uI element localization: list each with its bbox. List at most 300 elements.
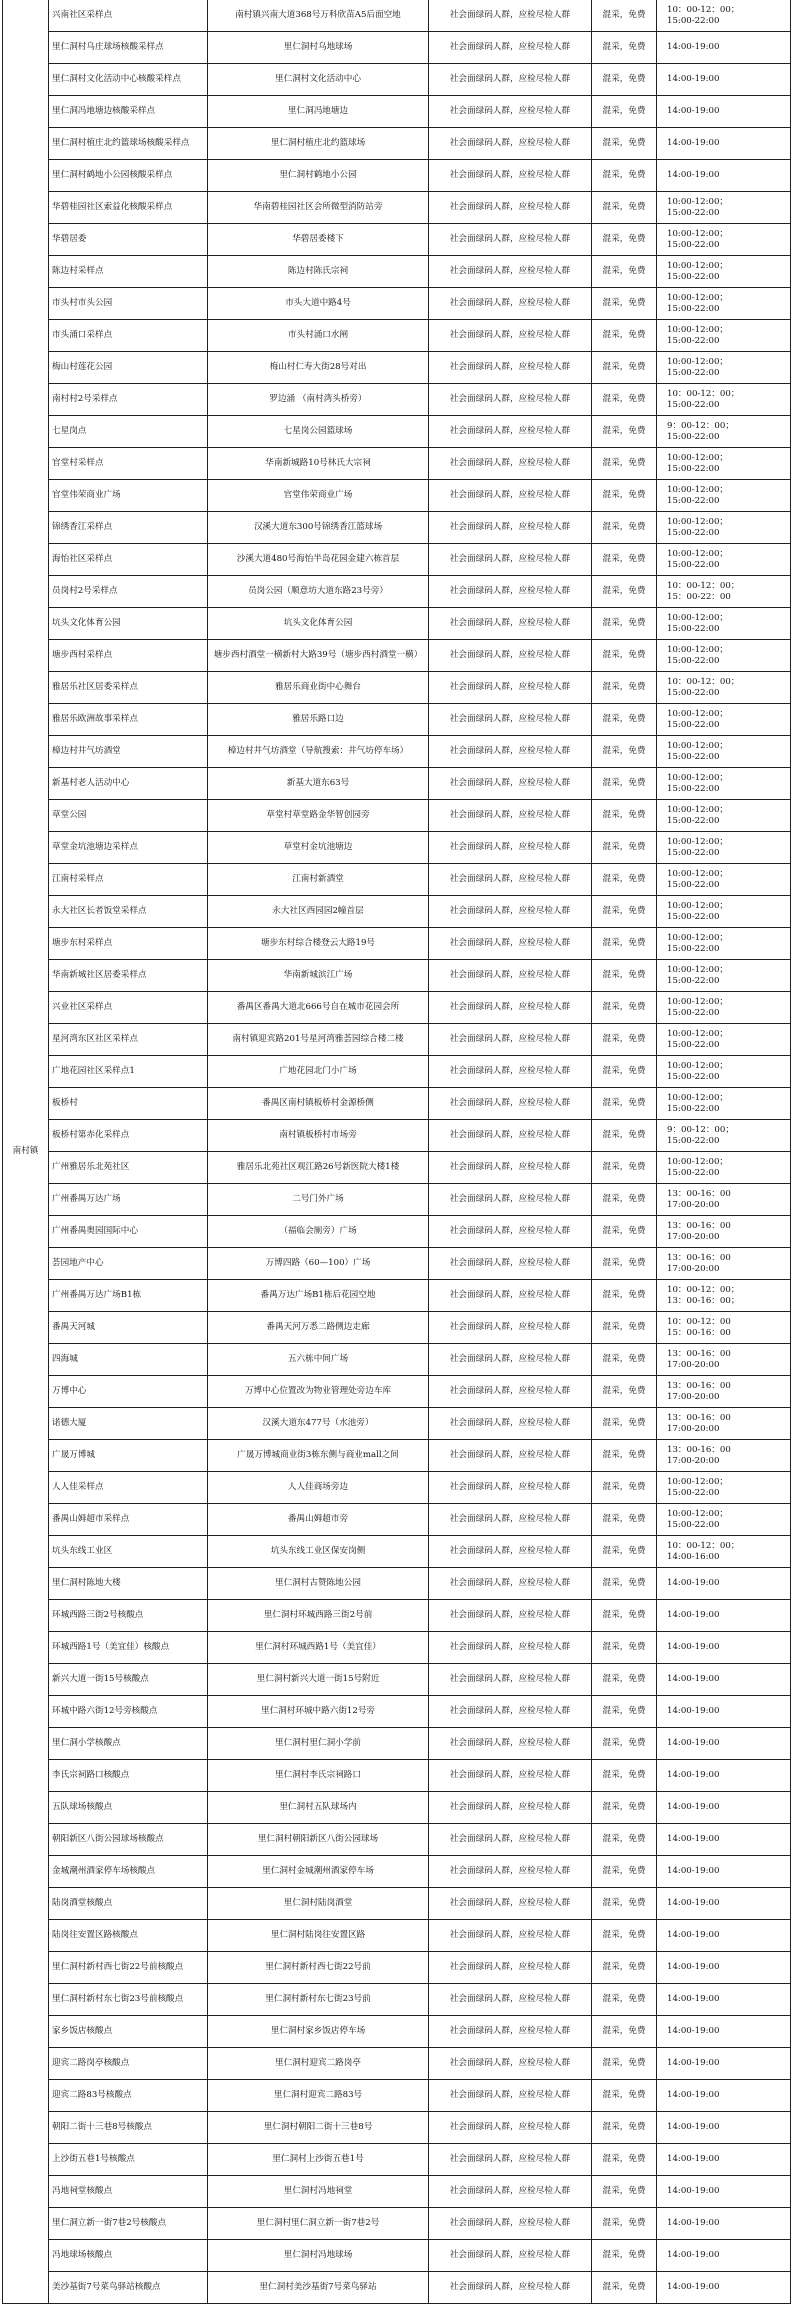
address-cell: 里仁洞村家乡饭店停车场 [208, 2016, 429, 2048]
target-group-cell: 社会面绿码人群，应检尽检人群 [429, 1888, 592, 1920]
target-group-cell: 社会面绿码人群，应检尽检人群 [429, 1440, 592, 1472]
opening-hours-cell: 10:00-12:00； 15:00-22:00 [657, 512, 791, 544]
sampling-mode-cell: 混采，免费 [592, 2240, 657, 2272]
target-group-cell: 社会面绿码人群，应检尽检人群 [429, 1568, 592, 1600]
opening-hours-cell: 10:00-12:00； 15:00-22:00 [657, 352, 791, 384]
opening-hours-cell: 10:00-12:00； 15:00-22:00 [657, 704, 791, 736]
site-name-cell: 里仁洞村新村西七街22号前核酸点 [49, 1952, 208, 1984]
address-cell: 里仁洞村冯地祠堂 [208, 2176, 429, 2208]
site-name-cell: 草堂公园 [49, 800, 208, 832]
opening-hours-cell: 14:00-19:00 [657, 128, 791, 160]
target-group-cell: 社会面绿码人群，应检尽检人群 [429, 1408, 592, 1440]
target-group-cell: 社会面绿码人群，应检尽检人群 [429, 544, 592, 576]
sampling-mode-cell: 混采，免费 [592, 1632, 657, 1664]
table-row [3, 576, 791, 608]
table-row [3, 1632, 791, 1664]
site-name-cell: 里仁洞村植庄北约篮球场核酸采样点 [49, 128, 208, 160]
sampling-mode-cell: 混采，免费 [592, 1856, 657, 1888]
address-cell: 里仁洞村文化活动中心 [208, 64, 429, 96]
site-name-cell: 广州番禺万达广场B1栋 [49, 1280, 208, 1312]
table-body [3, 0, 791, 2304]
sampling-mode-cell: 混采，免费 [592, 320, 657, 352]
sampling-mode-cell: 混采，免费 [592, 1664, 657, 1696]
sampling-mode-cell: 混采，免费 [592, 928, 657, 960]
site-name-cell: 里仁洞村鹤地小公园核酸采样点 [49, 160, 208, 192]
site-name-cell: 梅山村莲花公园 [49, 352, 208, 384]
target-group-cell: 社会面绿码人群，应检尽检人群 [429, 1760, 592, 1792]
address-cell: 万博中心位置改为物业管理处旁边车库 [208, 1376, 429, 1408]
site-name-cell: 板桥村第赤化采样点 [49, 1120, 208, 1152]
sampling-mode-cell: 混采，免费 [592, 288, 657, 320]
opening-hours-cell: 10:00-12:00； 15:00-22:00 [657, 928, 791, 960]
sampling-mode-cell: 混采，免费 [592, 1056, 657, 1088]
target-group-cell: 社会面绿码人群，应检尽检人群 [429, 1216, 592, 1248]
sampling-mode-cell: 混采，免费 [592, 1472, 657, 1504]
site-name-cell: 广晟万博城 [49, 1440, 208, 1472]
sampling-mode-cell: 混采，免费 [592, 96, 657, 128]
sampling-mode-cell: 混采，免费 [592, 1952, 657, 1984]
address-cell: 南村镇兴南大道368号万科欣苗A5后面空地 [208, 0, 429, 32]
opening-hours-cell: 10：00-12：00； 15：00-22：00 [657, 576, 791, 608]
site-name-cell: 雅居乐欧洲故事采样点 [49, 704, 208, 736]
target-group-cell: 社会面绿码人群，应检尽检人群 [429, 480, 592, 512]
table-row [3, 1120, 791, 1152]
site-name-cell: 万博中心 [49, 1376, 208, 1408]
opening-hours-cell: 10:00-12:00； 15:00-22:00 [657, 1056, 791, 1088]
target-group-cell: 社会面绿码人群，应检尽检人群 [429, 288, 592, 320]
opening-hours-cell: 10:00-12:00； 15:00-22:00 [657, 1024, 791, 1056]
table-row [3, 320, 791, 352]
site-name-cell: 新基村老人活动中心 [49, 768, 208, 800]
address-cell: 人人佳商场旁边 [208, 1472, 429, 1504]
address-cell: 里仁洞村鹤地小公园 [208, 160, 429, 192]
sampling-mode-cell: 混采，免费 [592, 2144, 657, 2176]
table-row [3, 1952, 791, 1984]
opening-hours-cell: 10：00-12：00； 15:00-22:00 [657, 0, 791, 32]
site-name-cell: 里仁洞村乌庄球场核酸采样点 [49, 32, 208, 64]
site-name-cell: 广州番禺万达广场 [49, 1184, 208, 1216]
target-group-cell: 社会面绿码人群，应检尽检人群 [429, 1600, 592, 1632]
address-cell: 草堂村金坑池塘边 [208, 832, 429, 864]
address-cell: 里仁洞村迎宾二路岗亭 [208, 2048, 429, 2080]
table-row [3, 1824, 791, 1856]
site-name-cell: 兴南社区采样点 [49, 0, 208, 32]
opening-hours-cell: 10:00-12:00； 15:00-22:00 [657, 256, 791, 288]
table-row [3, 1312, 791, 1344]
sampling-mode-cell: 混采，免费 [592, 192, 657, 224]
table-row [3, 1376, 791, 1408]
sampling-mode-cell: 混采，免费 [592, 1888, 657, 1920]
site-name-cell: 里仁洞冯地塘边核酸采样点 [49, 96, 208, 128]
table-row [3, 1568, 791, 1600]
target-group-cell: 社会面绿码人群，应检尽检人群 [429, 320, 592, 352]
site-name-cell: 草堂金坑池塘边采样点 [49, 832, 208, 864]
site-name-cell: 新兴大道一街15号核酸点 [49, 1664, 208, 1696]
table-row [3, 224, 791, 256]
target-group-cell: 社会面绿码人群，应检尽检人群 [429, 1280, 592, 1312]
sampling-mode-cell: 混采，免费 [592, 2208, 657, 2240]
target-group-cell: 社会面绿码人群，应检尽检人群 [429, 1984, 592, 2016]
target-group-cell: 社会面绿码人群，应检尽检人群 [429, 64, 592, 96]
opening-hours-cell: 10:00-12:00； 15:00-22:00 [657, 480, 791, 512]
table-row [3, 1344, 791, 1376]
site-name-cell: 李氏宗祠路口核酸点 [49, 1760, 208, 1792]
site-name-cell: 金城潮州酒家停车场核酸点 [49, 1856, 208, 1888]
table-row [3, 448, 791, 480]
opening-hours-cell: 14:00-19:00 [657, 1568, 791, 1600]
sampling-mode-cell: 混采，免费 [592, 1184, 657, 1216]
address-cell: 市头村涌口水闸 [208, 320, 429, 352]
sampling-mode-cell: 混采，免费 [592, 992, 657, 1024]
address-cell: 里仁洞村冯地球场 [208, 2240, 429, 2272]
target-group-cell: 社会面绿码人群，应检尽检人群 [429, 2272, 592, 2304]
sampling-mode-cell: 混采，免费 [592, 1216, 657, 1248]
table-row [3, 1760, 791, 1792]
target-group-cell: 社会面绿码人群，应检尽检人群 [429, 384, 592, 416]
sampling-mode-cell: 混采，免费 [592, 704, 657, 736]
sampling-mode-cell: 混采，免费 [592, 960, 657, 992]
site-name-cell: 陆岗酒堂核酸点 [49, 1888, 208, 1920]
opening-hours-cell: 9：00-12：00； 15:00-22:00 [657, 1120, 791, 1152]
sampling-mode-cell: 混采，免费 [592, 352, 657, 384]
sampling-mode-cell: 混采，免费 [592, 64, 657, 96]
sampling-mode-cell: 混采，免费 [592, 1152, 657, 1184]
target-group-cell: 社会面绿码人群，应检尽检人群 [429, 2240, 592, 2272]
table-row [3, 672, 791, 704]
sampling-mode-cell: 混采，免费 [592, 224, 657, 256]
sampling-mode-cell: 混采，免费 [592, 608, 657, 640]
address-cell: 里仁洞村新村东七街23号前 [208, 1984, 429, 2016]
sampling-mode-cell: 混采，免费 [592, 2112, 657, 2144]
sampling-mode-cell: 混采，免费 [592, 256, 657, 288]
table-row [3, 768, 791, 800]
opening-hours-cell: 14:00-19:00 [657, 2176, 791, 2208]
target-group-cell: 社会面绿码人群，应检尽检人群 [429, 1024, 592, 1056]
opening-hours-cell: 14:00-19:00 [657, 2272, 791, 2304]
target-group-cell: 社会面绿码人群，应检尽检人群 [429, 672, 592, 704]
target-group-cell: 社会面绿码人群，应检尽检人群 [429, 1344, 592, 1376]
target-group-cell: 社会面绿码人群，应检尽检人群 [429, 128, 592, 160]
target-group-cell: 社会面绿码人群，应检尽检人群 [429, 704, 592, 736]
opening-hours-cell: 10:00-12:00； 15:00-22:00 [657, 288, 791, 320]
opening-hours-cell: 10:00-12:00； 15:00-22:00 [657, 960, 791, 992]
site-name-cell: 朝阳新区八街公园球场核酸点 [49, 1824, 208, 1856]
opening-hours-cell: 10:00-12:00； 15:00-22:00 [657, 992, 791, 1024]
target-group-cell: 社会面绿码人群，应检尽检人群 [429, 2016, 592, 2048]
opening-hours-cell: 10：00-12：00； 13：00-16：00； [657, 1280, 791, 1312]
table-row [3, 1696, 791, 1728]
site-name-cell: 兴业社区采样点 [49, 992, 208, 1024]
site-name-cell: 里仁洞村新村东七街23号前核酸点 [49, 1984, 208, 2016]
site-name-cell: 朝阳二街十三巷8号核酸点 [49, 2112, 208, 2144]
address-cell: 七星岗公园篮球场 [208, 416, 429, 448]
opening-hours-cell: 10:00-12:00； 15:00-22:00 [657, 864, 791, 896]
table-row [3, 480, 791, 512]
address-cell: 二号门外广场 [208, 1184, 429, 1216]
sampling-mode-cell: 混采，免费 [592, 1568, 657, 1600]
address-cell: 华南新城滨江广场 [208, 960, 429, 992]
table-row [3, 1216, 791, 1248]
address-cell: 里仁洞村乌地球场 [208, 32, 429, 64]
sampling-mode-cell: 混采，免费 [592, 640, 657, 672]
site-name-cell: 环城西路1号（美宜佳）核酸点 [49, 1632, 208, 1664]
table-row [3, 992, 791, 1024]
sampling-mode-cell: 混采，免费 [592, 416, 657, 448]
table-row [3, 832, 791, 864]
opening-hours-cell: 14:00-19:00 [657, 2016, 791, 2048]
opening-hours-cell: 10:00-12:00； 15:00-22:00 [657, 320, 791, 352]
sampling-mode-cell: 混采，免费 [592, 1408, 657, 1440]
address-cell: 里仁洞村环城中路六街12号旁 [208, 1696, 429, 1728]
address-cell: 罗边涌 （南村湾头桥旁） [208, 384, 429, 416]
target-group-cell: 社会面绿码人群，应检尽检人群 [429, 896, 592, 928]
site-name-cell: 番禺天河城 [49, 1312, 208, 1344]
target-group-cell: 社会面绿码人群，应检尽检人群 [429, 1312, 592, 1344]
site-name-cell: 官堂村采样点 [49, 448, 208, 480]
table-row [3, 1024, 791, 1056]
sampling-mode-cell: 混采，免费 [592, 1792, 657, 1824]
opening-hours-cell: 14:00-19:00 [657, 2112, 791, 2144]
site-name-cell: 五队球场核酸点 [49, 1792, 208, 1824]
opening-hours-cell: 14:00-19:00 [657, 2048, 791, 2080]
address-cell: 华碧居委楼下 [208, 224, 429, 256]
opening-hours-cell: 14:00-19:00 [657, 1632, 791, 1664]
opening-hours-cell: 14:00-19:00 [657, 1792, 791, 1824]
opening-hours-cell: 10:00-12:00； 15:00-22:00 [657, 896, 791, 928]
opening-hours-cell: 10:00-12:00； 15:00-22:00 [657, 1504, 791, 1536]
address-cell: 广地花园北门小广场 [208, 1056, 429, 1088]
site-name-cell: 雅居乐社区居委采样点 [49, 672, 208, 704]
target-group-cell: 社会面绿码人群，应检尽检人群 [429, 640, 592, 672]
table-row [3, 1856, 791, 1888]
site-name-cell: 荟园地产中心 [49, 1248, 208, 1280]
table-row [3, 2176, 791, 2208]
opening-hours-cell: 10：00-12：00； 15:00-22:00 [657, 672, 791, 704]
opening-hours-cell: 10:00-12:00； 15:00-22:00 [657, 544, 791, 576]
opening-hours-cell: 10:00-12:00； 15:00-22:00 [657, 192, 791, 224]
table-row [3, 1472, 791, 1504]
table-row [3, 1728, 791, 1760]
sampling-mode-cell: 混采，免费 [592, 1248, 657, 1280]
site-name-cell: 环城中路六街12号旁核酸点 [49, 1696, 208, 1728]
sampling-mode-cell: 混采，免费 [592, 0, 657, 32]
address-cell: 番禺区南村镇板桥村金源桥侧 [208, 1088, 429, 1120]
target-group-cell: 社会面绿码人群，应检尽检人群 [429, 2080, 592, 2112]
address-cell: 塘步东村综合楼登云大路19号 [208, 928, 429, 960]
target-group-cell: 社会面绿码人群，应检尽检人群 [429, 512, 592, 544]
opening-hours-cell: 10:00-12:00； 15:00-22:00 [657, 640, 791, 672]
table-row [3, 1248, 791, 1280]
site-name-cell: 星河湾东区社区采样点 [49, 1024, 208, 1056]
table-row [3, 928, 791, 960]
site-name-cell: 里仁洞小学核酸点 [49, 1728, 208, 1760]
opening-hours-cell: 10:00-12:00； 15:00-22:00 [657, 1088, 791, 1120]
address-cell: 里仁洞村金城潮州酒家停车场 [208, 1856, 429, 1888]
address-cell: 里仁洞村朝阳新区八街公园球场 [208, 1824, 429, 1856]
address-cell: 坑头文化体育公园 [208, 608, 429, 640]
address-cell: 雅居乐北苑社区观江路26号新医院大楼1楼 [208, 1152, 429, 1184]
address-cell: 雅居乐路口边 [208, 704, 429, 736]
target-group-cell: 社会面绿码人群，应检尽检人群 [429, 416, 592, 448]
table-row [3, 544, 791, 576]
address-cell: 塘步西村酒堂一横新村大路39号（塘步西村酒堂一横） [208, 640, 429, 672]
address-cell: 里仁洞村李氏宗祠路口 [208, 1760, 429, 1792]
site-name-cell: 广州雅居乐北苑社区 [49, 1152, 208, 1184]
table-row [3, 800, 791, 832]
opening-hours-cell: 13：00-16：00 17:00-20:00 [657, 1184, 791, 1216]
sampling-mode-cell: 混采，免费 [592, 512, 657, 544]
address-cell: 里仁洞村里仁洞小学前 [208, 1728, 429, 1760]
site-name-cell: 陈边村采样点 [49, 256, 208, 288]
site-name-cell: 板桥村 [49, 1088, 208, 1120]
site-name-cell: 番禺山姆超市采样点 [49, 1504, 208, 1536]
sampling-mode-cell: 混采，免费 [592, 896, 657, 928]
target-group-cell: 社会面绿码人群，应检尽检人群 [429, 992, 592, 1024]
opening-hours-cell: 14:00-19:00 [657, 1856, 791, 1888]
opening-hours-cell: 14:00-19:00 [657, 1920, 791, 1952]
target-group-cell: 社会面绿码人群，应检尽检人群 [429, 1824, 592, 1856]
table-row [3, 1984, 791, 2016]
sampling-mode-cell: 混采，免费 [592, 480, 657, 512]
target-group-cell: 社会面绿码人群，应检尽检人群 [429, 1248, 592, 1280]
table-row [3, 256, 791, 288]
opening-hours-cell: 14:00-19:00 [657, 1664, 791, 1696]
table-row [3, 2240, 791, 2272]
site-name-cell: 员岗村2号采样点 [49, 576, 208, 608]
address-cell: 里仁洞村环城西路1号（美宜佳） [208, 1632, 429, 1664]
table-row [3, 1792, 791, 1824]
address-cell: 陈边村陈氏宗祠 [208, 256, 429, 288]
table-row [3, 1088, 791, 1120]
site-name-cell: 永大社区长者饭堂采样点 [49, 896, 208, 928]
opening-hours-cell: 10：00-12：00； 14:00-16:00 [657, 1536, 791, 1568]
address-cell: 永大社区西园园2幢首层 [208, 896, 429, 928]
opening-hours-cell: 13：00-16：00 17:00-20:00 [657, 1216, 791, 1248]
opening-hours-cell: 14:00-19:00 [657, 1952, 791, 1984]
table-row [3, 0, 791, 32]
site-name-cell: 人人佳采样点 [49, 1472, 208, 1504]
site-name-cell: 官堂伟荣商业广场 [49, 480, 208, 512]
target-group-cell: 社会面绿码人群，应检尽检人群 [429, 160, 592, 192]
site-name-cell: 广州番禺奥园国际中心 [49, 1216, 208, 1248]
target-group-cell: 社会面绿码人群，应检尽检人群 [429, 2176, 592, 2208]
opening-hours-cell: 10:00-12:00； 15:00-22:00 [657, 1472, 791, 1504]
table-row [3, 352, 791, 384]
table-row [3, 2272, 791, 2304]
table-row [3, 1184, 791, 1216]
target-group-cell: 社会面绿码人群，应检尽检人群 [429, 1120, 592, 1152]
table-row [3, 32, 791, 64]
address-cell: 梅山村仁寿大街28号对出 [208, 352, 429, 384]
target-group-cell: 社会面绿码人群，应检尽检人群 [429, 2048, 592, 2080]
target-group-cell: 社会面绿码人群，应检尽检人群 [429, 1664, 592, 1696]
address-cell: 里仁洞村五队球场内 [208, 1792, 429, 1824]
table-row [3, 1408, 791, 1440]
site-name-cell: 南村村2号采样点 [49, 384, 208, 416]
opening-hours-cell: 10:00-12:00； 15:00-22:00 [657, 224, 791, 256]
town-cell: 南村镇 [3, 0, 49, 2304]
address-cell: 里仁洞冯地塘边 [208, 96, 429, 128]
sampling-mode-cell: 混采，免费 [592, 2016, 657, 2048]
table-row [3, 896, 791, 928]
table-row [3, 864, 791, 896]
table-row [3, 1504, 791, 1536]
table-row [3, 1056, 791, 1088]
site-name-cell: 美沙基街7号菜鸟驿站核酸点 [49, 2272, 208, 2304]
address-cell: 雅居乐商业街中心舞台 [208, 672, 429, 704]
opening-hours-cell: 10:00-12:00； 15:00-22:00 [657, 608, 791, 640]
opening-hours-cell: 10:00-12:00； 15:00-22:00 [657, 1152, 791, 1184]
table-row [3, 384, 791, 416]
opening-hours-cell: 14:00-19:00 [657, 2144, 791, 2176]
table-row [3, 288, 791, 320]
sampling-mode-cell: 混采，免费 [592, 1760, 657, 1792]
opening-hours-cell: 14:00-19:00 [657, 96, 791, 128]
site-name-cell: 华碧桂园社区索益化核酸采样点 [49, 192, 208, 224]
address-cell: 南村镇板桥村市场旁 [208, 1120, 429, 1152]
site-name-cell: 锦绣香江采样点 [49, 512, 208, 544]
table-row [3, 736, 791, 768]
sampling-mode-cell: 混采，免费 [592, 384, 657, 416]
address-cell: 里仁洞村新村西七街22号前 [208, 1952, 429, 1984]
address-cell: 里仁洞村陆岗往安置区路 [208, 1920, 429, 1952]
opening-hours-cell: 10：00-12：00； 15:00-22:00 [657, 384, 791, 416]
site-name-cell: 塘步西村采样点 [49, 640, 208, 672]
address-cell: 华南新城路10号林氏大宗祠 [208, 448, 429, 480]
site-name-cell: 里仁洞村文化活动中心核酸采样点 [49, 64, 208, 96]
table-row [3, 160, 791, 192]
address-cell: 汉溪大道东477号（水池旁） [208, 1408, 429, 1440]
sampling-mode-cell: 混采，免费 [592, 1504, 657, 1536]
address-cell: 江南村新酒堂 [208, 864, 429, 896]
opening-hours-cell: 14:00-19:00 [657, 2208, 791, 2240]
sampling-mode-cell: 混采，免费 [592, 1600, 657, 1632]
opening-hours-cell: 14:00-19:00 [657, 1984, 791, 2016]
address-cell: 里仁洞村植庄北约篮球场 [208, 128, 429, 160]
sampling-mode-cell: 混采，免费 [592, 1696, 657, 1728]
target-group-cell: 社会面绿码人群，应检尽检人群 [429, 192, 592, 224]
site-name-cell: 海怡社区采样点 [49, 544, 208, 576]
table-row [3, 1536, 791, 1568]
address-cell: 里仁洞村朝阳二街十三巷8号 [208, 2112, 429, 2144]
target-group-cell: 社会面绿码人群，应检尽检人群 [429, 448, 592, 480]
target-group-cell: 社会面绿码人群，应检尽检人群 [429, 1184, 592, 1216]
sampling-mode-cell: 混采，免费 [592, 768, 657, 800]
table-row [3, 416, 791, 448]
table-row [3, 1888, 791, 1920]
address-cell: 里仁洞村美沙基街7号菜鸟驿站 [208, 2272, 429, 2304]
opening-hours-cell: 13：00-16：00 17:00-20:00 [657, 1440, 791, 1472]
opening-hours-cell: 14:00-19:00 [657, 2080, 791, 2112]
site-name-cell: 华碧居委 [49, 224, 208, 256]
opening-hours-cell: 14:00-19:00 [657, 1824, 791, 1856]
table-row [3, 192, 791, 224]
target-group-cell: 社会面绿码人群，应检尽检人群 [429, 1536, 592, 1568]
opening-hours-cell: 10:00-12:00； 15:00-22:00 [657, 800, 791, 832]
address-cell: 汉溪大道东300号锦绣香江篮球场 [208, 512, 429, 544]
address-cell: 草堂村草堂路金华智创园旁 [208, 800, 429, 832]
opening-hours-cell: 14:00-19:00 [657, 1728, 791, 1760]
site-name-cell: 里仁洞立新一街7巷2号核酸点 [49, 2208, 208, 2240]
address-cell: 里仁洞村陆岗酒堂 [208, 1888, 429, 1920]
table-row [3, 1664, 791, 1696]
target-group-cell: 社会面绿码人群，应检尽检人群 [429, 960, 592, 992]
target-group-cell: 社会面绿码人群，应检尽检人群 [429, 1472, 592, 1504]
target-group-cell: 社会面绿码人群，应检尽检人群 [429, 800, 592, 832]
sampling-mode-cell: 混采，免费 [592, 2272, 657, 2304]
address-cell: 里仁洞村上沙街五巷1号 [208, 2144, 429, 2176]
target-group-cell: 社会面绿码人群，应检尽检人群 [429, 768, 592, 800]
